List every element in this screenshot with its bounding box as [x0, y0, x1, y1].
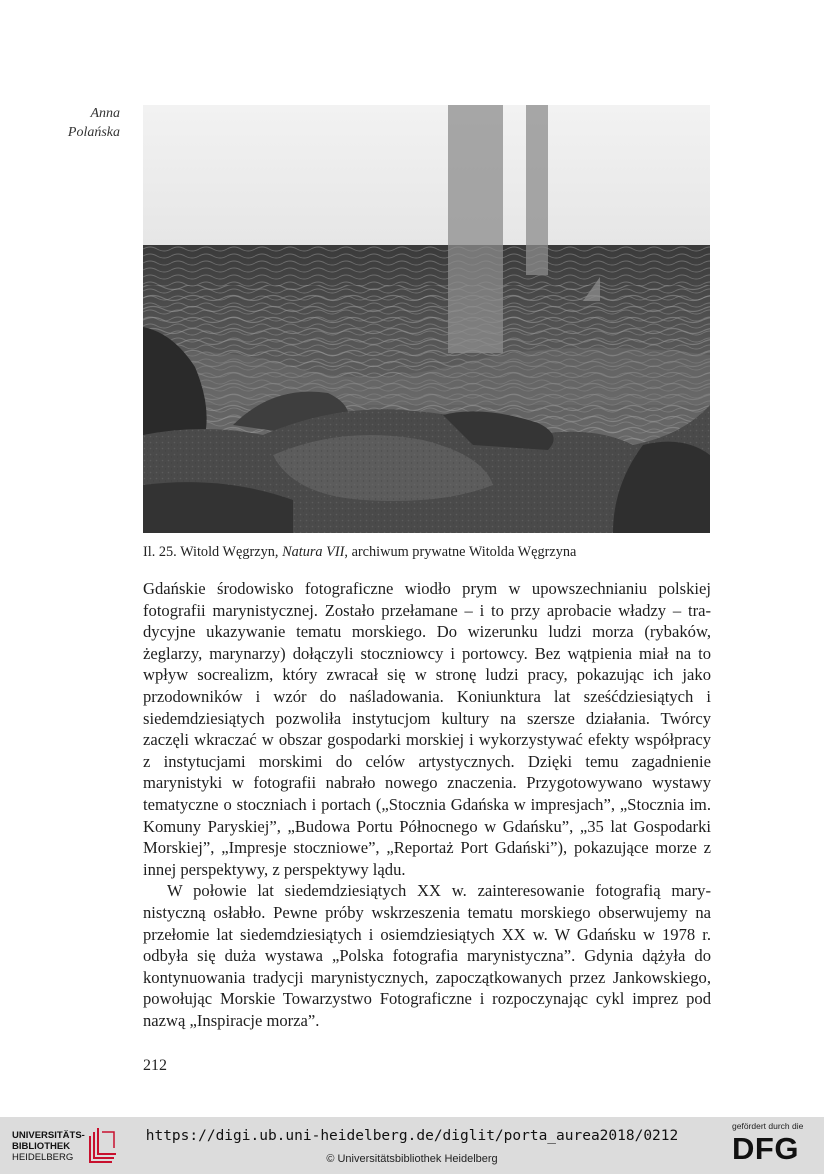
- page-number: 212: [143, 1057, 167, 1074]
- figure-caption: [143, 542, 733, 562]
- library-line-1: UNIVERSITÄTS-: [12, 1130, 85, 1141]
- copyright-notice: © Universitätsbibliothek Heidelberg: [326, 1153, 498, 1165]
- caption-prefix: Il. 25. Witold Węgrzyn,: [143, 544, 283, 560]
- author-first-name: Anna: [90, 106, 120, 121]
- paragraph-1: Gdańskie środowisko fotograficzne wiodło prym w upowszechnianiu polskiej fotografii marynistycznej. Zostało przełamane – i to przy aprobacie władzy – tradycyjne ukazywanie tematu morskiego. Do wizerunku ludzi morza (rybaków, żeglarzy, marynarzy) dołączyli stoczniowcy i portowcy. Bez wątpienia miał na to wpływ socrealizm, który zwracał się w stronę ludzi pracy, pokazując ich jako przodowników i wzór do naśladowania. Koniunktura lat sześćdziesiątych i siedemdziesiątych pozwoliła instytucjom kultury na szersze działania. Twórcy zaczęli wkraczać w obszar gospodarki morskiej i wykorzystywać efekty współpracy z instytucjami morskimi do celów artystycznych. Dzięki temu zagadnienie marynistyki w fotografii nabrało nowego znaczenia. Przygotowywano wystawy tematyczne o stoczniach i portach („Stocznia Gdańska w impresjach”, „Stocznia im. Komuny Paryskiej”, „Budowa Portu Północnego w Gdańsku”, „35 lat Gospodarki Morskiej”, „Impresje stoczniowe”, „Reportaż Port Gdański”), pokazujące morze z innej perspektywy, z perspektywy lądu.: [143, 579, 711, 879]
- paragraph-2: W połowie lat siedemdziesiątych XX w. zainteresowanie fotografią marynistyczną osłabło. Pewne próby wskrzeszenia tematu morskiego obserwujemy na przełomie lat siedemdziesiątych i osiemdziesiątych XX w. W Gdańsku w 1978 r. odbyła się duża wystawa „Polska fotografia marynistyczna”. Gdynia dążyła do kontynuowania tradycji marynistycznych, zapoczątkowanych przez Jankowskiego, powołując Morskie Towarzystwo Fotograficzne i rozpoczynając cykl imprez pod nazwą „Inspiracje morza”.: [143, 881, 711, 1030]
- caption-title: Natura VII: [282, 544, 345, 560]
- caption-suffix: , archiwum prywatne Witolda Węgrzyna: [344, 544, 577, 560]
- figure-photo: [143, 105, 710, 533]
- dfg-funding-text: gefördert durch die: [732, 1121, 804, 1131]
- library-line-2: BIBLIOTHEK: [12, 1141, 71, 1152]
- footer-bar: [0, 1117, 824, 1174]
- library-line-3: HEIDELBERG: [12, 1152, 74, 1163]
- running-header-author: [40, 104, 120, 142]
- dfg-wordmark: DFG: [732, 1131, 799, 1166]
- author-last-name: Polańska: [67, 125, 120, 140]
- dfg-logo[interactable]: [732, 1121, 812, 1171]
- main-text: [143, 578, 711, 1031]
- permalink-url[interactable]: https://digi.ub.uni-heidelberg.de/diglit/porta_aurea2018/0212: [145, 1128, 679, 1144]
